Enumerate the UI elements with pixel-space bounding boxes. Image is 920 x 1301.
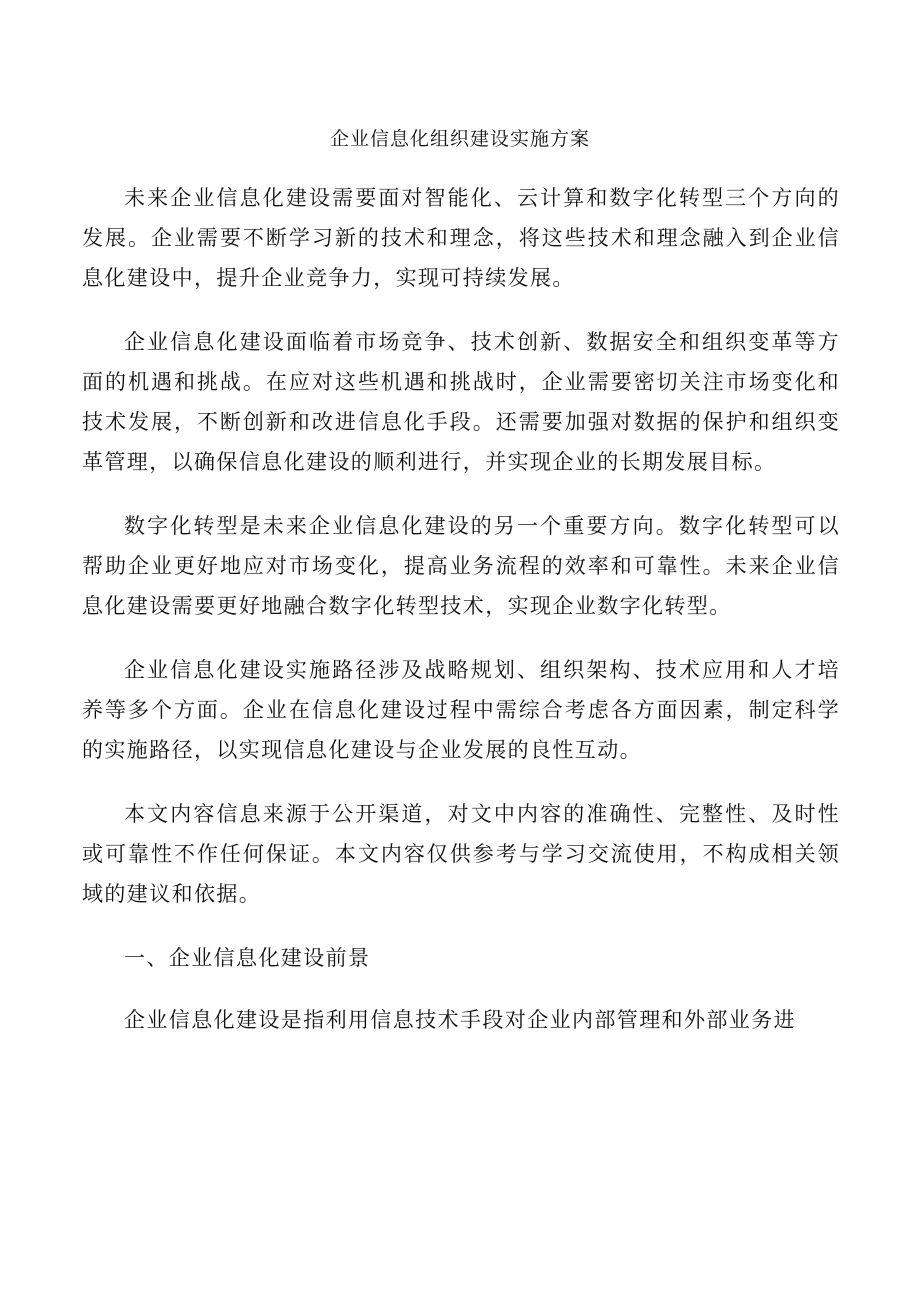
paragraph-challenges: 企业信息化建设面临着市场竞争、技术创新、数据安全和组织变革等方面的机遇和挑战。在应对这些机遇和挑战时，企业需要密切关注市场变化和技术发展，不断创新和改进信息化手段。还需要加强对数据的保护和组织变革管理，以确保信息化建设的顺利进行，并实现企业的长期发展目标。 [82, 330, 840, 474]
section-paragraph: 企业信息化建设是指利用信息技术手段对企业内部管理和外部业务进 [124, 1008, 796, 1032]
document-title: 企业信息化组织建设实施方案 [329, 128, 590, 150]
section-heading: 一、企业信息化建设前景 [124, 946, 371, 970]
document-body [82, 178, 840, 1064]
paragraph-digital-transformation: 数字化转型是未来企业信息化建设的另一个重要方向。数字化转型可以帮助企业更好地应对市场变化，提高业务流程的效率和可靠性。未来企业信息化建设需要更好地融合数字化转型技术，实现企业数字化转型。 [82, 514, 840, 618]
paragraph-intro: 未来企业信息化建设需要面对智能化、云计算和数字化转型三个方向的发展。企业需要不断学习新的技术和理念，将这些技术和理念融入到企业信息化建设中，提升企业竞争力，实现可持续发展。 [82, 186, 840, 290]
paragraph-implementation-path: 企业信息化建设实施路径涉及战略规划、组织架构、技术应用和人才培养等多个方面。企业在信息化建设过程中需综合考虑各方面因素，制定科学的实施路径，以实现信息化建设与企业发展的良性互动。 [82, 658, 840, 762]
paragraph-disclaimer: 本文内容信息来源于公开渠道，对文中内容的准确性、完整性、及时性或可靠性不作任何保证。本文内容仅供参考与学习交流使用，不构成相关领域的建议和依据。 [82, 802, 840, 906]
